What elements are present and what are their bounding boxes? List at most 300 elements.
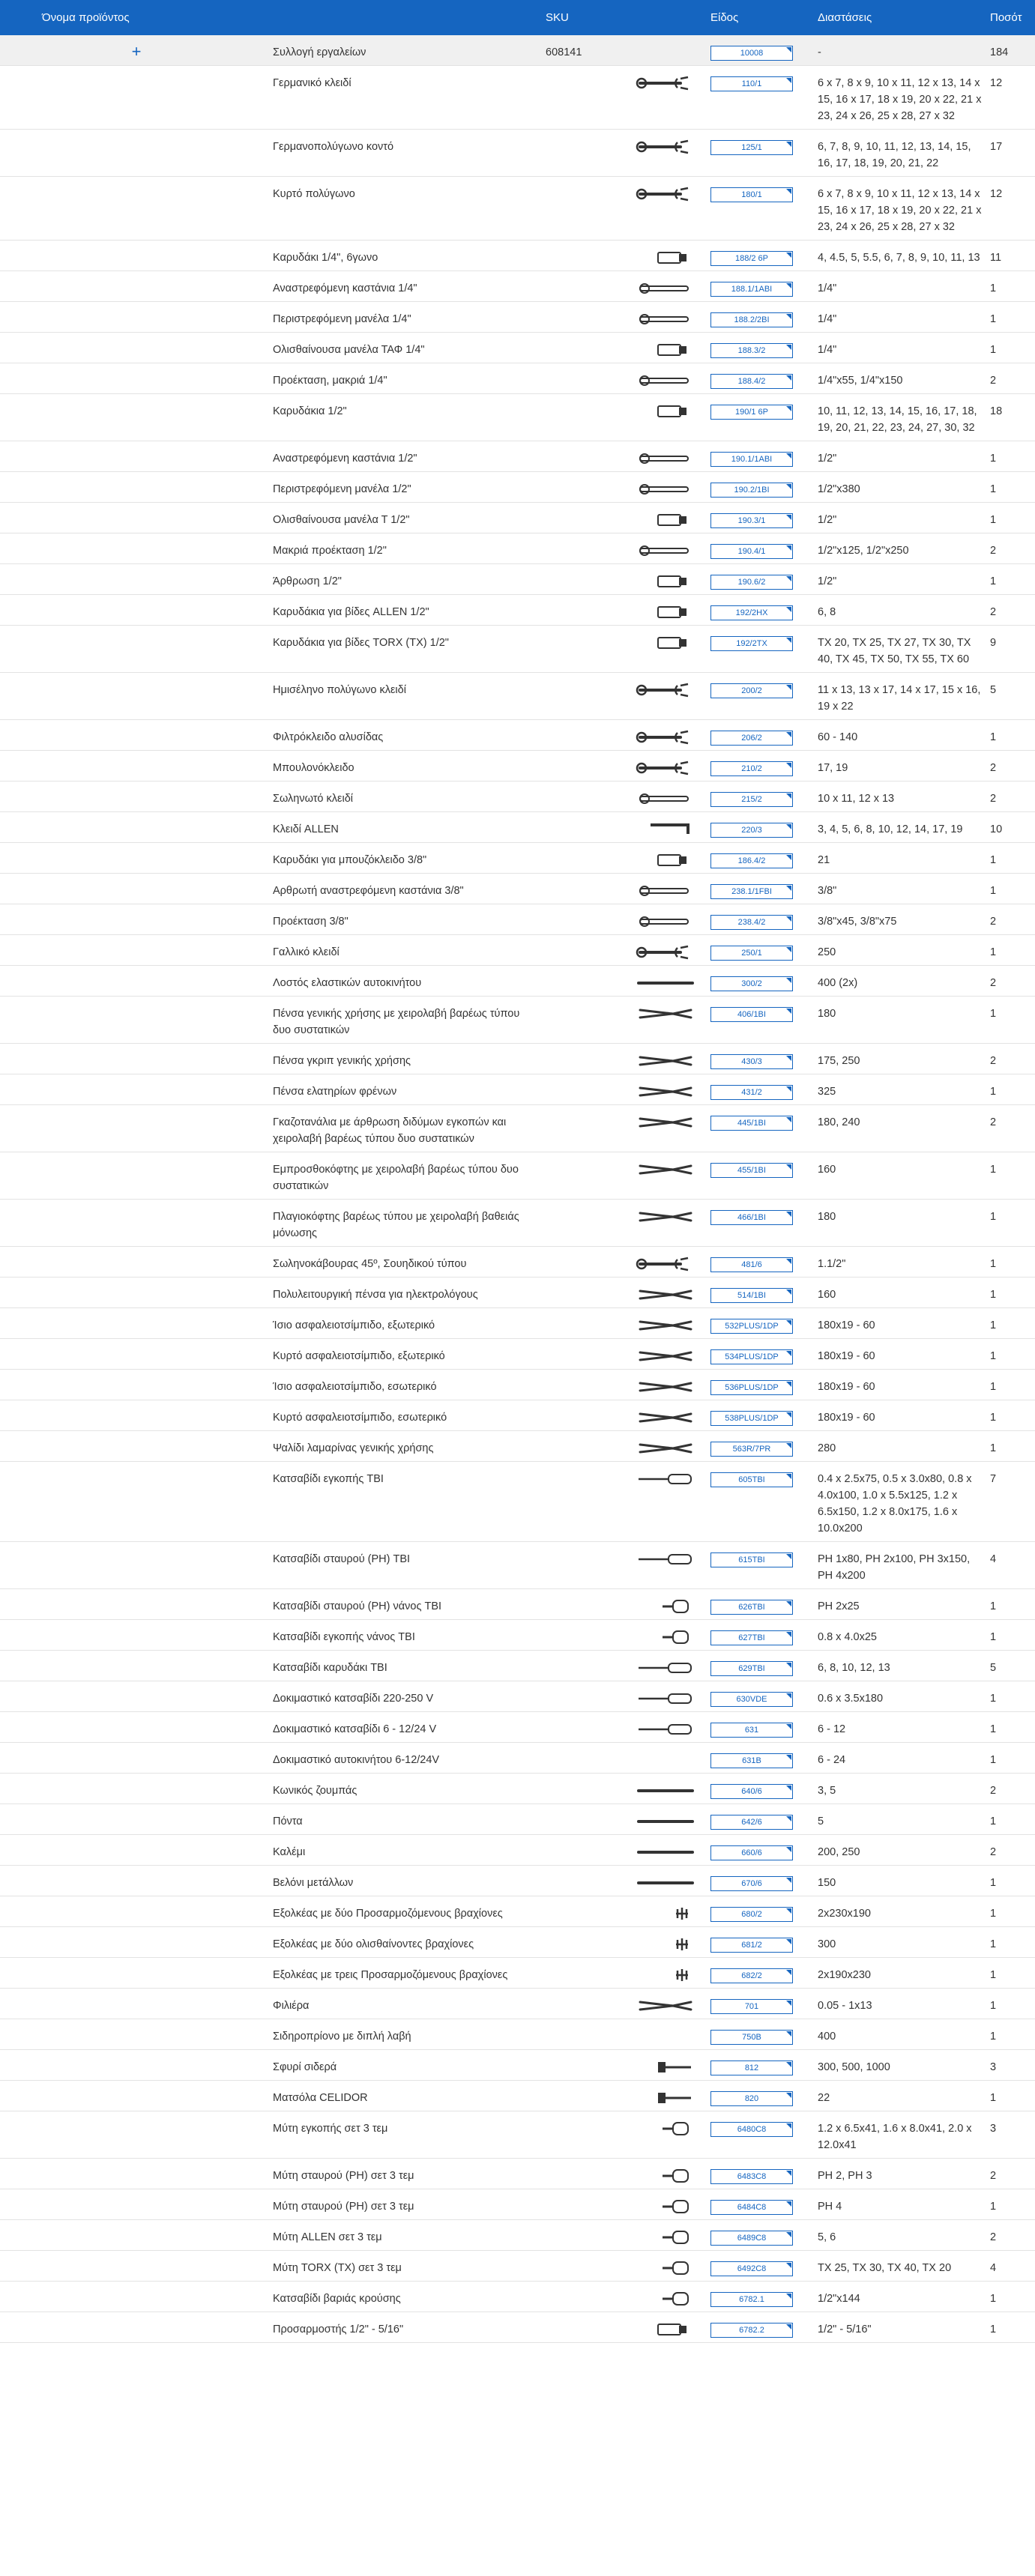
product-qty: 1: [990, 935, 1035, 966]
table-row[interactable]: [0, 533, 1035, 564]
item-cell: [710, 271, 818, 302]
table-row[interactable]: [0, 1247, 1035, 1278]
item-number-badge[interactable]: 626TBI: [710, 1600, 793, 1615]
item-number-badge[interactable]: 670/6: [710, 1876, 793, 1891]
product-qty: 9: [990, 626, 1035, 673]
product-name[interactable]: Συλλογή εργαλείων: [273, 35, 546, 66]
screwdriver-icon: [636, 1551, 695, 1567]
product-name[interactable]: Καρυδάκια για βίδες ALLEN 1/2": [273, 595, 546, 626]
product-name[interactable]: Ολισθαίνουσα μανέλα ΤΑΦ 1/4": [273, 333, 546, 363]
product-name[interactable]: Εξολκέας με τρεις Προσαρμοζόμενους βραχίονες: [273, 1958, 546, 1989]
item-number-badge[interactable]: 188/2 6P: [710, 251, 793, 266]
product-name[interactable]: Φιλιέρα: [273, 1989, 546, 2019]
item-number-badge[interactable]: 238.4/2: [710, 915, 793, 930]
product-name[interactable]: Κατσαβίδι καρυδάκι TBI: [273, 1651, 546, 1681]
item-cell: [710, 2111, 818, 2159]
product-image-cell: [636, 2189, 710, 2220]
item-number-badge[interactable]: 188.1/1ABI: [710, 282, 793, 297]
product-name[interactable]: Σιδηροπρίονο με διπλή λαβή: [273, 2019, 546, 2050]
ratchet-icon: [636, 450, 695, 467]
column-header-dimensions[interactable]: Διαστάσεις: [818, 0, 990, 35]
table-row[interactable]: [0, 1681, 1035, 1712]
product-dimensions: 180x19 - 60: [818, 1370, 990, 1400]
item-cell: [710, 2019, 818, 2050]
table-row[interactable]: [0, 966, 1035, 997]
table-row[interactable]: [0, 1339, 1035, 1370]
product-qty: 2: [990, 2159, 1035, 2189]
table-row[interactable]: [0, 1044, 1035, 1074]
table-row[interactable]: [0, 2251, 1035, 2282]
product-sku: [546, 1866, 636, 1896]
product-dimensions: 1/2" - 5/16": [818, 2312, 990, 2343]
column-header-name[interactable]: Όνομα προϊόντος: [0, 0, 546, 35]
table-row[interactable]: [0, 1866, 1035, 1896]
product-image-cell: [636, 2081, 710, 2111]
product-dimensions: 6 x 7, 8 x 9, 10 x 11, 12 x 13, 14 x 15, 16 x 17, 18 x 19, 20 x 22, 21 x 23, 24 x 26, 25 x 28, 27 x 32: [818, 66, 990, 130]
item-number-badge[interactable]: 701: [710, 1999, 793, 2014]
item-number-badge[interactable]: 481/6: [710, 1257, 793, 1272]
product-dimensions: 22: [818, 2081, 990, 2111]
item-number-badge[interactable]: 6489C8: [710, 2231, 793, 2246]
item-cell: [710, 1896, 818, 1927]
table-row[interactable]: [0, 2159, 1035, 2189]
product-name[interactable]: Μακριά προέκταση 1/2": [273, 533, 546, 564]
item-number-badge[interactable]: 180/1: [710, 187, 793, 202]
item-number-badge[interactable]: 238.1/1FBI: [710, 884, 793, 899]
item-number-badge[interactable]: 660/6: [710, 1845, 793, 1860]
voltage-tester-icon: [636, 1690, 695, 1707]
product-name[interactable]: Εμπροσθοκόφτης με χειρολαβή βαρέως τύπου δυο συστατικών: [273, 1152, 546, 1200]
product-image-cell: [636, 564, 710, 595]
product-qty: 1: [990, 472, 1035, 503]
item-number-badge[interactable]: 631B: [710, 1753, 793, 1768]
product-name[interactable]: Γερμανοπολύγωνο κοντό: [273, 130, 546, 177]
table-row[interactable]: [0, 564, 1035, 595]
product-sku: [546, 1339, 636, 1370]
product-name[interactable]: Καρυδάκια 1/2": [273, 394, 546, 441]
product-name[interactable]: Δοκιμαστικό κατσαβίδι 6 - 12/24 V: [273, 1712, 546, 1743]
item-cell: [710, 1958, 818, 1989]
product-name[interactable]: Σωληνωτό κλειδί: [273, 781, 546, 812]
item-number-badge[interactable]: 445/1BI: [710, 1116, 793, 1131]
item-number-badge[interactable]: 10008: [710, 46, 793, 61]
extension-icon: [636, 542, 695, 559]
table-row[interactable]: [0, 720, 1035, 751]
product-dimensions: 2x190x230: [818, 1958, 990, 1989]
table-row[interactable]: [0, 503, 1035, 533]
product-dimensions: 325: [818, 1074, 990, 1105]
product-name[interactable]: Αρθρωτή αναστρεφόμενη καστάνια 3/8": [273, 874, 546, 904]
product-image-cell: [636, 1774, 710, 1804]
item-number-badge[interactable]: 631: [710, 1723, 793, 1738]
table-row[interactable]: [0, 1774, 1035, 1804]
product-name[interactable]: Φιλτρόκλειδο αλυσίδας: [273, 720, 546, 751]
row-spacer: [0, 874, 273, 904]
table-row[interactable]: [0, 904, 1035, 935]
product-sku: [546, 1462, 636, 1542]
product-image-cell: [636, 1989, 710, 2019]
item-number-badge[interactable]: 300/2: [710, 976, 793, 991]
item-number-badge[interactable]: 110/1: [710, 76, 793, 91]
product-image-cell: [636, 533, 710, 564]
product-qty: 1: [990, 333, 1035, 363]
table-row[interactable]: [0, 66, 1035, 130]
table-row[interactable]: [0, 441, 1035, 472]
product-name[interactable]: Περιστρεφόμενη μανέλα 1/4": [273, 302, 546, 333]
product-name[interactable]: Κυρτό πολύγωνο: [273, 177, 546, 241]
item-number-badge[interactable]: 629TBI: [710, 1661, 793, 1676]
table-row[interactable]: [0, 997, 1035, 1044]
product-name[interactable]: Κυρτό ασφαλειοτσίμπιδο, εσωτερικό: [273, 1400, 546, 1431]
product-image-cell: [636, 1542, 710, 1589]
item-number-badge[interactable]: 812: [710, 2061, 793, 2075]
product-sku: [546, 1200, 636, 1247]
table-row[interactable]: [0, 1804, 1035, 1835]
item-number-badge[interactable]: 6483C8: [710, 2169, 793, 2184]
product-name[interactable]: Καρυδάκι 1/4", 6γωνο: [273, 241, 546, 271]
column-header-sku[interactable]: SKU: [546, 0, 636, 35]
product-image-cell: [636, 626, 710, 673]
product-name[interactable]: Ίσιο ασφαλειοτσίμπιδο, εξωτερικό: [273, 1308, 546, 1339]
item-number-badge[interactable]: 206/2: [710, 731, 793, 746]
table-row[interactable]: [0, 1152, 1035, 1200]
product-image-cell: [636, 2312, 710, 2343]
item-number-badge[interactable]: 627TBI: [710, 1630, 793, 1645]
product-name[interactable]: Κατσαβίδι εγκοπής TBI: [273, 1462, 546, 1542]
table-row[interactable]: [0, 2111, 1035, 2159]
table-row[interactable]: [0, 843, 1035, 874]
item-number-badge[interactable]: 455/1BI: [710, 1163, 793, 1178]
item-number-badge[interactable]: 406/1BI: [710, 1007, 793, 1022]
product-name[interactable]: Σφυρί σιδερά: [273, 2050, 546, 2081]
item-number-badge[interactable]: 250/1: [710, 946, 793, 961]
bit-icon: [636, 2229, 695, 2246]
product-name[interactable]: Ημισέληνο πολύγωνο κλειδί: [273, 673, 546, 720]
bolt-wrench-icon: [636, 760, 695, 776]
product-name[interactable]: Μύτη σταυρού (PH) σετ 3 τεμ: [273, 2189, 546, 2220]
table-row[interactable]: [0, 333, 1035, 363]
item-number-badge[interactable]: 188.3/2: [710, 343, 793, 358]
item-number-badge[interactable]: 6492C8: [710, 2261, 793, 2276]
product-sku: [546, 673, 636, 720]
column-header-item[interactable]: Είδος: [710, 0, 818, 35]
table-row[interactable]: [0, 673, 1035, 720]
product-name[interactable]: Αναστρεφόμενη καστάνια 1/2": [273, 441, 546, 472]
table-row[interactable]: [0, 1200, 1035, 1247]
table-row[interactable]: [0, 1542, 1035, 1589]
product-name[interactable]: Μπουλονόκλειδο: [273, 751, 546, 781]
column-header-qty[interactable]: Ποσότ: [990, 0, 1035, 35]
item-number-badge[interactable]: 466/1BI: [710, 1210, 793, 1225]
product-qty: 2: [990, 1105, 1035, 1152]
row-spacer: [0, 130, 273, 177]
row-spacer: [0, 1774, 273, 1804]
product-name[interactable]: Λοστός ελαστικών αυτοκινήτου: [273, 966, 546, 997]
item-number-badge[interactable]: 431/2: [710, 1085, 793, 1100]
table-row[interactable]: [0, 1308, 1035, 1339]
row-spacer: [0, 1743, 273, 1774]
product-dimensions: 1/4": [818, 271, 990, 302]
table-row[interactable]: [0, 2282, 1035, 2312]
item-number-badge[interactable]: 192/2TX: [710, 636, 793, 651]
product-qty: 1: [990, 1866, 1035, 1896]
table-row[interactable]: [0, 935, 1035, 966]
row-spacer: [0, 812, 273, 843]
product-dimensions: 180: [818, 997, 990, 1044]
product-name[interactable]: Κωνικός ζουμπάς: [273, 1774, 546, 1804]
product-dimensions: 150: [818, 1866, 990, 1896]
item-number-badge[interactable]: 605TBI: [710, 1472, 793, 1487]
table-row[interactable]: [0, 1712, 1035, 1743]
product-name[interactable]: Δοκιμαστικό κατσαβίδι 220-250 V: [273, 1681, 546, 1712]
product-name[interactable]: Πένσα ελατηρίων φρένων: [273, 1074, 546, 1105]
item-number-badge[interactable]: 6480C8: [710, 2122, 793, 2137]
table-row[interactable]: [0, 363, 1035, 394]
item-cell: [710, 1308, 818, 1339]
table-row[interactable]: [0, 1989, 1035, 2019]
table-row[interactable]: [0, 1835, 1035, 1866]
row-spacer: [0, 2220, 273, 2251]
product-name[interactable]: Ματσόλα CELIDOR: [273, 2081, 546, 2111]
product-name[interactable]: Εξολκέας με δύο ολισθαίνοντες βραχίονες: [273, 1927, 546, 1958]
product-name[interactable]: Κατσαβίδι σταυρού (PH) νάνος TBI: [273, 1589, 546, 1620]
item-number-badge[interactable]: 615TBI: [710, 1552, 793, 1567]
item-number-badge[interactable]: 186.4/2: [710, 853, 793, 868]
item-number-badge[interactable]: 220/3: [710, 823, 793, 838]
table-row[interactable]: [0, 2050, 1035, 2081]
item-number-badge[interactable]: 430/3: [710, 1054, 793, 1069]
product-sku: [546, 302, 636, 333]
item-number-badge[interactable]: 200/2: [710, 683, 793, 698]
item-number-badge[interactable]: 532PLUS/1DP: [710, 1319, 793, 1334]
item-number-badge[interactable]: 192/2HX: [710, 605, 793, 620]
item-number-badge[interactable]: 642/6: [710, 1815, 793, 1830]
product-sku: [546, 1620, 636, 1651]
product-name[interactable]: Γαλλικό κλειδί: [273, 935, 546, 966]
product-name[interactable]: Ψαλίδι λαμαρίνας γενικής χρήσης: [273, 1431, 546, 1462]
product-dimensions: 0.6 x 3.5x180: [818, 1681, 990, 1712]
product-name[interactable]: Βελόνι μετάλλων: [273, 1866, 546, 1896]
product-qty: 1: [990, 441, 1035, 472]
table-row[interactable]: [0, 1400, 1035, 1431]
product-sku: [546, 751, 636, 781]
extension-icon: [636, 372, 695, 389]
table-row[interactable]: [0, 1927, 1035, 1958]
item-number-badge[interactable]: 682/2: [710, 1968, 793, 1983]
item-cell: [710, 1866, 818, 1896]
product-name[interactable]: Μύτη ALLEN σετ 3 τεμ: [273, 2220, 546, 2251]
product-name[interactable]: Εξολκέας με δύο Προσαρμοζόμενους βραχίονες: [273, 1896, 546, 1927]
product-name[interactable]: Μύτη TORX (TX) σετ 3 τεμ: [273, 2251, 546, 2282]
table-row[interactable]: [0, 2220, 1035, 2251]
table-row[interactable]: [0, 2312, 1035, 2343]
product-name[interactable]: Κατσαβίδι σταυρού (PH) TBI: [273, 1542, 546, 1589]
table-row[interactable]: [0, 2019, 1035, 2050]
product-name[interactable]: Πολυλειτουργική πένσα για ηλεκτρολόγους: [273, 1278, 546, 1308]
table-row[interactable]: [0, 751, 1035, 781]
product-name[interactable]: Ίσιο ασφαλειοτσίμπιδο, εσωτερικό: [273, 1370, 546, 1400]
table-row[interactable]: [0, 1896, 1035, 1927]
table-row[interactable]: [0, 130, 1035, 177]
item-number-badge[interactable]: 6782.2: [710, 2323, 793, 2338]
product-image-cell: [636, 333, 710, 363]
product-name[interactable]: Πόντα: [273, 1804, 546, 1835]
product-name[interactable]: Αναστρεφόμενη καστάνια 1/4": [273, 271, 546, 302]
item-number-badge[interactable]: 538PLUS/1DP: [710, 1411, 793, 1426]
item-number-badge[interactable]: 190.4/1: [710, 544, 793, 559]
product-sku: [546, 874, 636, 904]
product-name[interactable]: Δοκιμαστικό αυτοκινήτου 6-12/24V: [273, 1743, 546, 1774]
item-number-badge[interactable]: 188.2/2BI: [710, 312, 793, 327]
product-name[interactable]: Γκαζοτανάλια με άρθρωση διδύμων εγκοπών και χειρολαβή βαρέως τύπου δυο συστατικών: [273, 1105, 546, 1152]
table-row[interactable]: [0, 2081, 1035, 2111]
item-number-badge[interactable]: 190.1/1ABI: [710, 452, 793, 467]
product-qty: 4: [990, 1542, 1035, 1589]
product-name[interactable]: Πένσα γκριπ γενικής χρήσης: [273, 1044, 546, 1074]
item-number-badge[interactable]: 750B: [710, 2030, 793, 2045]
table-row[interactable]: [0, 781, 1035, 812]
table-row[interactable]: [0, 1651, 1035, 1681]
product-name[interactable]: Μύτη σταυρού (PH) σετ 3 τεμ: [273, 2159, 546, 2189]
item-cell: [710, 997, 818, 1044]
product-image-cell: [636, 271, 710, 302]
item-number-badge[interactable]: 680/2: [710, 1907, 793, 1922]
item-number-badge[interactable]: 190.3/1: [710, 513, 793, 528]
table-row[interactable]: [0, 1370, 1035, 1400]
extension-icon: [636, 913, 695, 930]
expand-icon[interactable]: +: [0, 35, 273, 66]
product-sku: [546, 1774, 636, 1804]
product-qty: 1: [990, 997, 1035, 1044]
row-spacer: [0, 1247, 273, 1278]
table-row[interactable]: [0, 1743, 1035, 1774]
circlip-pliers-icon: [636, 1317, 695, 1334]
product-dimensions: 1.1/2": [818, 1247, 990, 1278]
table-row[interactable]: [0, 1105, 1035, 1152]
item-number-badge[interactable]: 514/1BI: [710, 1288, 793, 1303]
table-row[interactable]: [0, 472, 1035, 503]
product-image-cell: [636, 843, 710, 874]
item-number-badge[interactable]: 6782.1: [710, 2292, 793, 2307]
item-number-badge[interactable]: 640/6: [710, 1784, 793, 1799]
product-sku: [546, 1651, 636, 1681]
table-row[interactable]: [0, 1589, 1035, 1620]
product-sku: [546, 2111, 636, 2159]
product-name[interactable]: Μύτη εγκοπής σετ 3 τεμ: [273, 2111, 546, 2159]
item-number-badge[interactable]: 210/2: [710, 761, 793, 776]
item-number-badge[interactable]: 125/1: [710, 140, 793, 155]
table-row[interactable]: [0, 271, 1035, 302]
row-spacer: [0, 626, 273, 673]
item-number-badge[interactable]: 6484C8: [710, 2200, 793, 2215]
feeler-gauge-icon: [636, 1998, 695, 2014]
product-sku: [546, 1278, 636, 1308]
item-number-badge[interactable]: 820: [710, 2091, 793, 2106]
product-name[interactable]: Πένσα γενικής χρήσης με χειρολαβή βαρέως τύπου δυο συστατικών: [273, 997, 546, 1044]
product-name[interactable]: Σωληνοκάβουρας 45º, Σουηδικού τύπου: [273, 1247, 546, 1278]
table-row[interactable]: [0, 595, 1035, 626]
product-name[interactable]: Πλαγιοκόφτης βαρέως τύπου με χειρολαβή βαθειάς μόνωσης: [273, 1200, 546, 1247]
product-name[interactable]: Καρυδάκι για μπουζόκλειδο 3/8": [273, 843, 546, 874]
product-sku: [546, 1743, 636, 1774]
item-cell: [710, 1339, 818, 1370]
table-row[interactable]: [0, 35, 1035, 66]
product-name[interactable]: Καρυδάκια για βίδες TORX (TX) 1/2": [273, 626, 546, 673]
item-number-badge[interactable]: 190.6/2: [710, 575, 793, 590]
table-row[interactable]: [0, 1620, 1035, 1651]
table-row[interactable]: [0, 1431, 1035, 1462]
item-number-badge[interactable]: 681/2: [710, 1938, 793, 1953]
product-name[interactable]: Περιστρεφόμενη μανέλα 1/2": [273, 472, 546, 503]
table-row[interactable]: [0, 1278, 1035, 1308]
product-name[interactable]: Προέκταση 3/8": [273, 904, 546, 935]
row-spacer: [0, 1200, 273, 1247]
product-sku: [546, 2019, 636, 2050]
row-spacer: [0, 2019, 273, 2050]
item-number-badge[interactable]: 190/1 6P: [710, 405, 793, 420]
product-image-cell: [636, 751, 710, 781]
product-image-cell: [636, 130, 710, 177]
product-image-cell: [636, 2159, 710, 2189]
table-row[interactable]: [0, 2189, 1035, 2220]
table-row[interactable]: [0, 177, 1035, 241]
item-number-badge[interactable]: 215/2: [710, 792, 793, 807]
product-sku: [546, 333, 636, 363]
row-spacer: [0, 1866, 273, 1896]
product-name[interactable]: Άρθρωση 1/2": [273, 564, 546, 595]
product-dimensions: 160: [818, 1152, 990, 1200]
item-number-badge[interactable]: 188.4/2: [710, 374, 793, 389]
product-name[interactable]: Κυρτό ασφαλειοτσίμπιδο, εξωτερικό: [273, 1339, 546, 1370]
product-name[interactable]: Γερμανικό κλειδί: [273, 66, 546, 130]
table-row[interactable]: [0, 241, 1035, 271]
item-number-badge[interactable]: 190.2/1BI: [710, 483, 793, 498]
stubby-screwdriver-icon: [636, 1629, 695, 1645]
product-image-cell: [636, 1743, 710, 1774]
table-row[interactable]: [0, 626, 1035, 673]
product-image-cell: [636, 2050, 710, 2081]
item-number-badge[interactable]: 630VDE: [710, 1692, 793, 1707]
product-name[interactable]: Κατσαβίδι εγκοπής νάνος TBI: [273, 1620, 546, 1651]
product-name[interactable]: Προσαρμοστής 1/2" - 5/16": [273, 2312, 546, 2343]
table-row[interactable]: [0, 874, 1035, 904]
item-number-badge[interactable]: 534PLUS/1DP: [710, 1349, 793, 1364]
tube-wrench-icon: [636, 790, 695, 807]
table-row[interactable]: [0, 1958, 1035, 1989]
product-sku: [546, 1804, 636, 1835]
table-row[interactable]: [0, 1462, 1035, 1542]
item-number-badge[interactable]: 536PLUS/1DP: [710, 1380, 793, 1395]
table-row[interactable]: [0, 812, 1035, 843]
item-cell: [710, 1681, 818, 1712]
product-name[interactable]: Καλέμι: [273, 1835, 546, 1866]
table-row[interactable]: [0, 1074, 1035, 1105]
product-dimensions: 0.05 - 1x13: [818, 1989, 990, 2019]
product-name[interactable]: Ολισθαίνουσα μανέλα Τ 1/2": [273, 503, 546, 533]
item-number-badge[interactable]: 563R/7PR: [710, 1442, 793, 1457]
product-sku: [546, 935, 636, 966]
item-cell: [710, 1620, 818, 1651]
row-spacer: [0, 2159, 273, 2189]
table-row[interactable]: [0, 302, 1035, 333]
puller-icon: [636, 1967, 695, 1983]
product-name[interactable]: Κλειδί ALLEN: [273, 812, 546, 843]
product-qty: 1: [990, 503, 1035, 533]
product-name[interactable]: Κατσαβίδι βαριάς κρούσης: [273, 2282, 546, 2312]
table-row[interactable]: [0, 394, 1035, 441]
product-name[interactable]: Προέκταση, μακριά 1/4": [273, 363, 546, 394]
nut-driver-icon: [636, 1660, 695, 1676]
